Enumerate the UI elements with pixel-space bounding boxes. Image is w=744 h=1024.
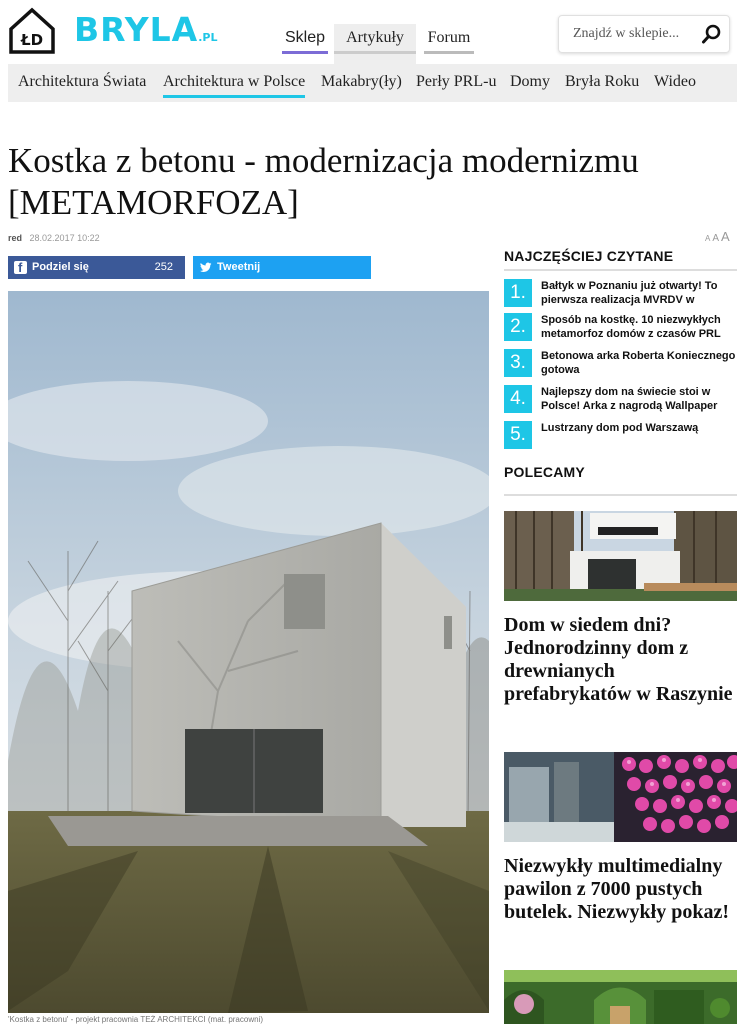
most-read-title[interactable]: Betonowa arka Roberta Koniecznego gotowa (541, 350, 736, 376)
tab-underline (282, 51, 328, 54)
tab-label: Forum (427, 29, 471, 46)
rank-number: 3. (504, 349, 532, 377)
most-read-item[interactable] (504, 421, 737, 451)
image-caption: 'Kostka z betonu' - projekt pracownia TEŻ ARCHITEKCI (mat. pracowni) (8, 1015, 263, 1024)
facebook-share-label: Podziel się (32, 261, 89, 273)
most-read-item[interactable] (504, 313, 737, 343)
divider (504, 494, 737, 496)
search-icon[interactable] (701, 23, 723, 45)
nav-item-architektura-w-polsce[interactable]: Architektura w Polsce (163, 70, 305, 94)
facebook-share-count: 252 (154, 261, 173, 273)
most-read-heading: NAJCZĘŚCIEJ CZYTANE (504, 248, 674, 264)
recommended-heading: POLECAMY (504, 464, 585, 480)
recommended-title[interactable]: Dom w siedem dni? Jednorodzinny dom z drewnianych prefabrykatów w Raszynie (504, 614, 733, 705)
rank-number: 4. (504, 385, 532, 413)
divider (504, 269, 737, 271)
search-box (558, 15, 730, 53)
most-read-title[interactable]: Bałtyk w Poznaniu już otwarty! To pierwsza realizacja MVRDV w (541, 280, 718, 306)
rank-number: 2. (504, 313, 532, 341)
facebook-icon (14, 261, 27, 274)
most-read-item[interactable] (504, 385, 737, 415)
tab-artykuly[interactable] (334, 24, 416, 64)
nav-item-architektura-swiata[interactable]: Architektura Świata (18, 73, 147, 90)
nav-item-wideo[interactable]: Wideo (654, 73, 697, 90)
most-read-title[interactable]: Najlepszy dom na świecie stoi w Polsce! Arka z nagrodą Wallpaper (541, 386, 718, 412)
recommended-title[interactable]: Niezwykły multimedialny pawilon z 7000 pustych butelek. Niezwykły pokaz! (504, 855, 729, 923)
rank-number: 5. (504, 421, 532, 449)
category-nav (8, 64, 737, 102)
recommended-image[interactable] (504, 511, 737, 601)
logo-house-text: ŁD (20, 31, 44, 49)
article-meta (8, 233, 100, 243)
tab-underline (334, 51, 416, 54)
twitter-share-label: Tweetnij (217, 261, 261, 273)
nav-item-makabry[interactable]: Makabry(ły) (321, 73, 402, 90)
tab-forum[interactable] (424, 24, 474, 64)
logo-house-icon[interactable] (8, 7, 56, 55)
rank-number: 1. (504, 279, 532, 307)
nav-item-domy[interactable]: Domy (510, 73, 550, 90)
tab-label: Sklep (284, 29, 326, 46)
facebook-share-button[interactable] (8, 256, 185, 279)
article-author[interactable]: red (8, 233, 23, 243)
logo-suffix: .PL (198, 31, 218, 44)
nav-item-bryla-roku[interactable]: Bryła Roku (565, 73, 640, 90)
site-header (0, 0, 744, 64)
tab-sklep[interactable] (282, 24, 328, 64)
tab-label: Artykuły (346, 29, 404, 46)
tab-underline (424, 51, 474, 54)
recommended-image[interactable] (504, 752, 737, 842)
most-read-item[interactable] (504, 349, 737, 379)
font-size-small[interactable]: A (705, 234, 711, 243)
nav-item-perly-prl[interactable]: Perły PRL-u (416, 73, 497, 90)
article-main-image[interactable] (8, 291, 489, 1013)
site-logo[interactable] (74, 12, 217, 56)
twitter-icon (200, 262, 212, 273)
article-date: 28.02.2017 10:22 (29, 233, 100, 243)
font-size-large[interactable]: A (721, 229, 730, 244)
font-size-controls (703, 229, 730, 244)
font-size-medium[interactable]: A (712, 233, 720, 244)
recommended-image[interactable] (504, 970, 737, 1024)
logo-text: BRYLA (74, 10, 199, 49)
search-input[interactable] (571, 24, 695, 44)
most-read-item[interactable] (504, 279, 737, 309)
most-read-title[interactable]: Lustrzany dom pod Warszawą (541, 422, 699, 434)
article-title: Kostka z betonu - modernizacja modernizmu [METAMORFOZA] (8, 141, 639, 222)
most-read-title[interactable]: Sposób na kostkę. 10 niezwykłych metamorfoz domów z czasów PRL (541, 314, 721, 340)
twitter-share-button[interactable] (193, 256, 371, 279)
